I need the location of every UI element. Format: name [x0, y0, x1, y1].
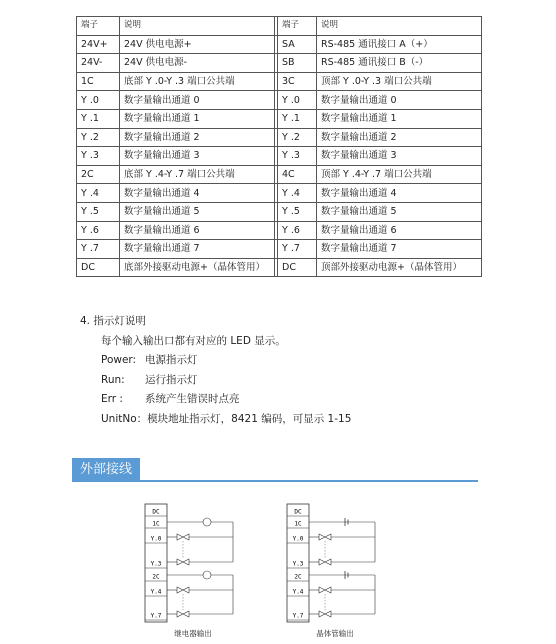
terminal-label: Y.7	[292, 612, 304, 620]
indicator-err: Err : 系统产生错误时点亮	[101, 393, 240, 405]
table-row: Y .2 数字量输出通道 2 Y .2 数字量输出通道 2	[77, 128, 482, 147]
load-icon	[319, 611, 331, 617]
load-icon	[177, 611, 189, 617]
indicator-run: Run: 运行指示灯	[101, 373, 198, 386]
pin-table	[76, 16, 482, 277]
terminal-label: Y.0	[150, 535, 162, 543]
terminal-label: Y.3	[150, 560, 162, 568]
section-title: 外部接线	[72, 458, 140, 482]
indicator-heading: 4. 指示灯说明	[80, 315, 146, 327]
table-row: Y .1 数字量输出通道 1 Y .1 数字量输出通道 1	[77, 109, 482, 128]
table-row: Y .6 数字量输出通道 6 Y .6 数字量输出通道 6	[77, 221, 482, 240]
terminal-label: Y.7	[150, 612, 162, 620]
indicator-unitno: UnitNo：模块地址指示灯，8421 编码，可显示 1-15	[101, 412, 352, 425]
transistor-caption: 晶体管输出	[316, 629, 354, 638]
indicator-intro: 每个输入输出口都有对应的 LED 显示。	[101, 334, 286, 347]
load-icon	[319, 559, 331, 565]
table-row: Y .3 数字量输出通道 3 Y .3 数字量输出通道 3	[77, 147, 482, 166]
transistor-wiring-diagram	[285, 502, 385, 638]
load-icon	[319, 534, 331, 540]
table-row: Y .0 数字量输出通道 0 Y .0 数字量输出通道 0	[77, 91, 482, 110]
terminal-label: 2C	[152, 573, 160, 581]
load-icon	[177, 587, 189, 593]
section-rule	[72, 480, 478, 482]
table-row: 1C 底部 Y .0-Y .3 端口公共端 3C 顶部 Y .0-Y .3 端口公共端	[77, 72, 482, 91]
terminal-label: 1C	[152, 520, 160, 528]
power-source-icon	[203, 518, 211, 526]
terminal-label: Y.0	[292, 535, 304, 543]
load-icon	[177, 559, 189, 565]
power-source-icon	[203, 571, 211, 579]
pin-table-header: 端子 说明 端子 说明	[77, 17, 482, 36]
terminal-label: 2C	[294, 573, 302, 581]
indicator-notes	[80, 312, 351, 429]
table-row: Y .4 数字量输出通道 4 Y .4 数字量输出通道 4	[77, 184, 482, 203]
indicator-power: Power: 电源指示灯	[101, 354, 198, 366]
table-row: 24V+ 24V 供电电源+ SA RS-485 通讯接口 A（+）	[77, 35, 482, 54]
load-icon	[177, 534, 189, 540]
terminal-label: DC	[294, 508, 302, 516]
table-row: 24V- 24V 供电电源- SB RS-485 通讯接口 B（-）	[77, 54, 482, 73]
terminal-label: Y.4	[292, 588, 304, 596]
table-row: Y .7 数字量输出通道 7 Y .7 数字量输出通道 7	[77, 240, 482, 259]
terminal-label: 1C	[294, 520, 302, 528]
table-row: 2C 底部 Y .4-Y .7 端口公共端 4C 顶部 Y .4-Y .7 端口公共端	[77, 165, 482, 184]
load-icon	[319, 587, 331, 593]
terminal-label: Y.4	[150, 588, 162, 596]
table-row: Y .5 数字量输出通道 5 Y .5 数字量输出通道 5	[77, 202, 482, 221]
terminal-label: Y.3	[292, 560, 304, 568]
relay-caption: 继电器输出	[174, 629, 212, 638]
terminal-label: DC	[152, 508, 160, 516]
relay-wiring-diagram	[143, 502, 243, 638]
table-row: DC 底部外接驱动电源+（晶体管用） DC 顶部外接驱动电源+（晶体管用）	[77, 258, 482, 277]
external-wiring-header	[72, 458, 478, 482]
